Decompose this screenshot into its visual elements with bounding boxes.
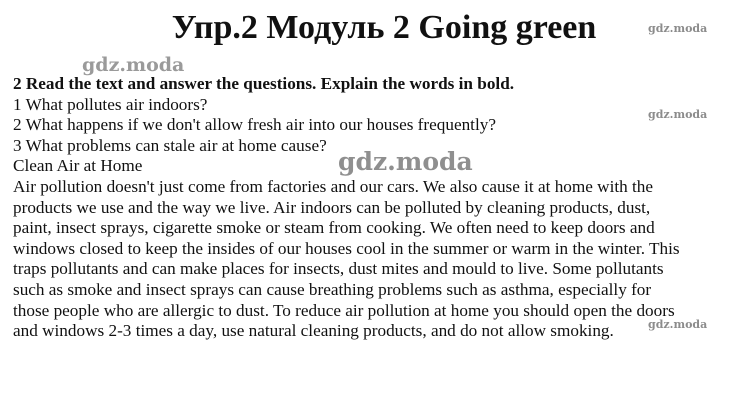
text-line: those people who are allergic to dust. To reduce air pollution at home you should open the doors xyxy=(13,300,675,320)
page-title: Упр.2 Модуль 2 Going green xyxy=(171,9,597,46)
watermark: gdz.moda xyxy=(648,318,708,331)
text-line: and windows 2-3 times a day, use natural cleaning products, and do not allow smoking. xyxy=(13,321,614,341)
watermark: gdz.moda xyxy=(82,54,185,76)
exercise-content xyxy=(13,74,743,342)
watermark: gdz.moda xyxy=(648,22,708,35)
text-heading: Clean Air at Home xyxy=(13,156,143,176)
watermark: gdz.moda xyxy=(648,108,708,121)
text-line: windows closed to keep the insides of our houses cool in the summer or warm in the winter. This xyxy=(13,238,680,258)
text-line: products we use and the way we live. Air indoors can be polluted by cleaning products, dust, xyxy=(13,197,651,217)
watermark: gdz.moda xyxy=(338,147,473,176)
question: 1 What pollutes air indoors? xyxy=(13,94,208,114)
text-line: such as smoke and insect sprays can cause breathing problems such as asthma, especially for xyxy=(13,279,652,299)
question: 2 What happens if we don't allow fresh air into our houses frequently? xyxy=(13,115,496,135)
text-line: paint, insect sprays, cigarette smoke or steam from cooking. We often need to keep doors and xyxy=(13,218,655,238)
text-line: Air pollution doesn't just come from factories and our cars. We also cause it at home with the xyxy=(13,176,654,196)
question: 3 What problems can stale air at home cause? xyxy=(13,135,327,155)
task-instruction: 2 Read the text and answer the questions. Explain the words in bold. xyxy=(13,74,515,93)
text-line: traps pollutants and can make places for insects, dust mites and mould to live. Some pollutants xyxy=(13,259,664,279)
